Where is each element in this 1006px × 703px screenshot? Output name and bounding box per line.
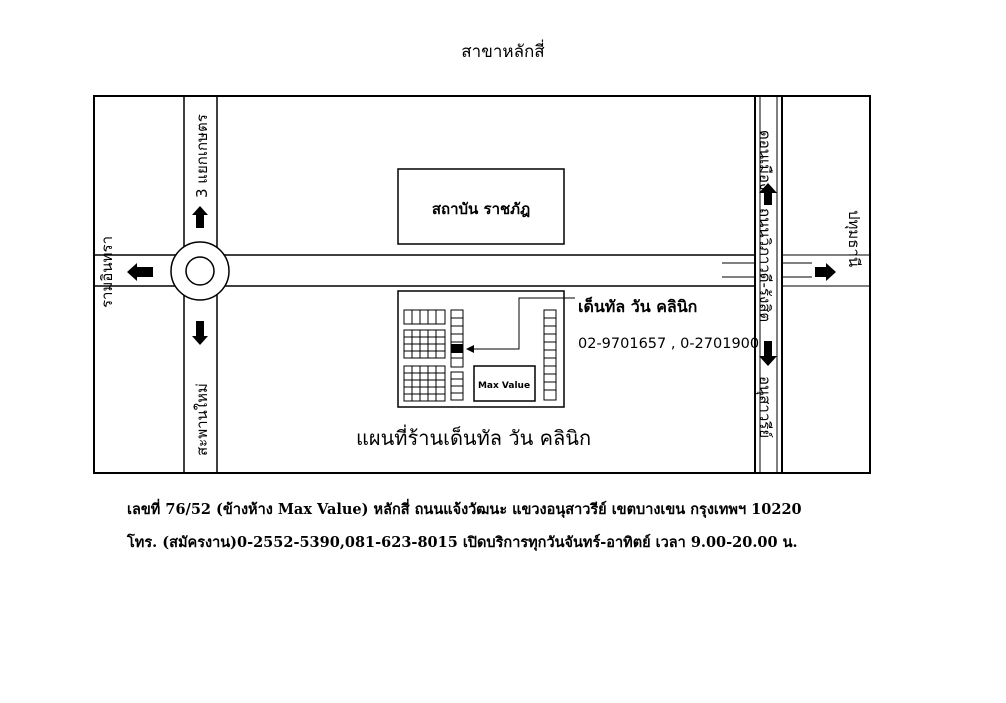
road-label-ram-inthra: รามอินทรา [98, 236, 116, 308]
landmark-label: สถาบัน ราชภัฎ [431, 200, 531, 218]
arrow-left-horizontal [127, 263, 153, 281]
arrow-right-horizontal [815, 263, 836, 281]
page-title: สาขาหลักสี่ [461, 42, 545, 62]
address-text: เลขที่ 76/52 (ข้างห้าง Max Value) หลักสี่ ถนนแจ้งวัฒนะ แขวงอนุสาวรีย์ เขตบางเขน กรุงเทพฯ 10220 [127, 501, 802, 518]
road-label-saphan-mai: สะพานใหม่ [193, 383, 211, 456]
store-label: Max Value [477, 381, 531, 391]
road-label-vibhavadi: ถนนวิภาวดี-รังสิต [756, 208, 774, 323]
map-title: แผนที่ร้านเด็นทัล วัน คลินิก [356, 426, 592, 450]
road-label-don-mueang: ดอนเมือง [756, 130, 774, 191]
road-label-3-yaek-kaset: 3 แยกเกษตร [193, 114, 211, 198]
roundabout [171, 242, 229, 300]
arrow-up-left-road [192, 206, 208, 228]
contact-text: โทร. (สมัครงาน)0-2552-5390,081-623-8015 เปิดบริการทุกวันจันทร์-อาทิตย์ เวลา 9.00-20.00 น. [127, 534, 798, 551]
clinic-name: เด็นทัล วัน คลินิก [578, 297, 698, 316]
clinic-marker [451, 344, 463, 353]
arrow-down-left-road [192, 321, 208, 345]
road-label-pathum-thani: ปทุมธานี [845, 210, 863, 268]
clinic-phones: 02-9701657 , 0-2701900 [578, 336, 760, 352]
arrow-down-highway [759, 341, 777, 366]
road-label-anusawari: อนุสาวรีย์ [756, 376, 774, 439]
